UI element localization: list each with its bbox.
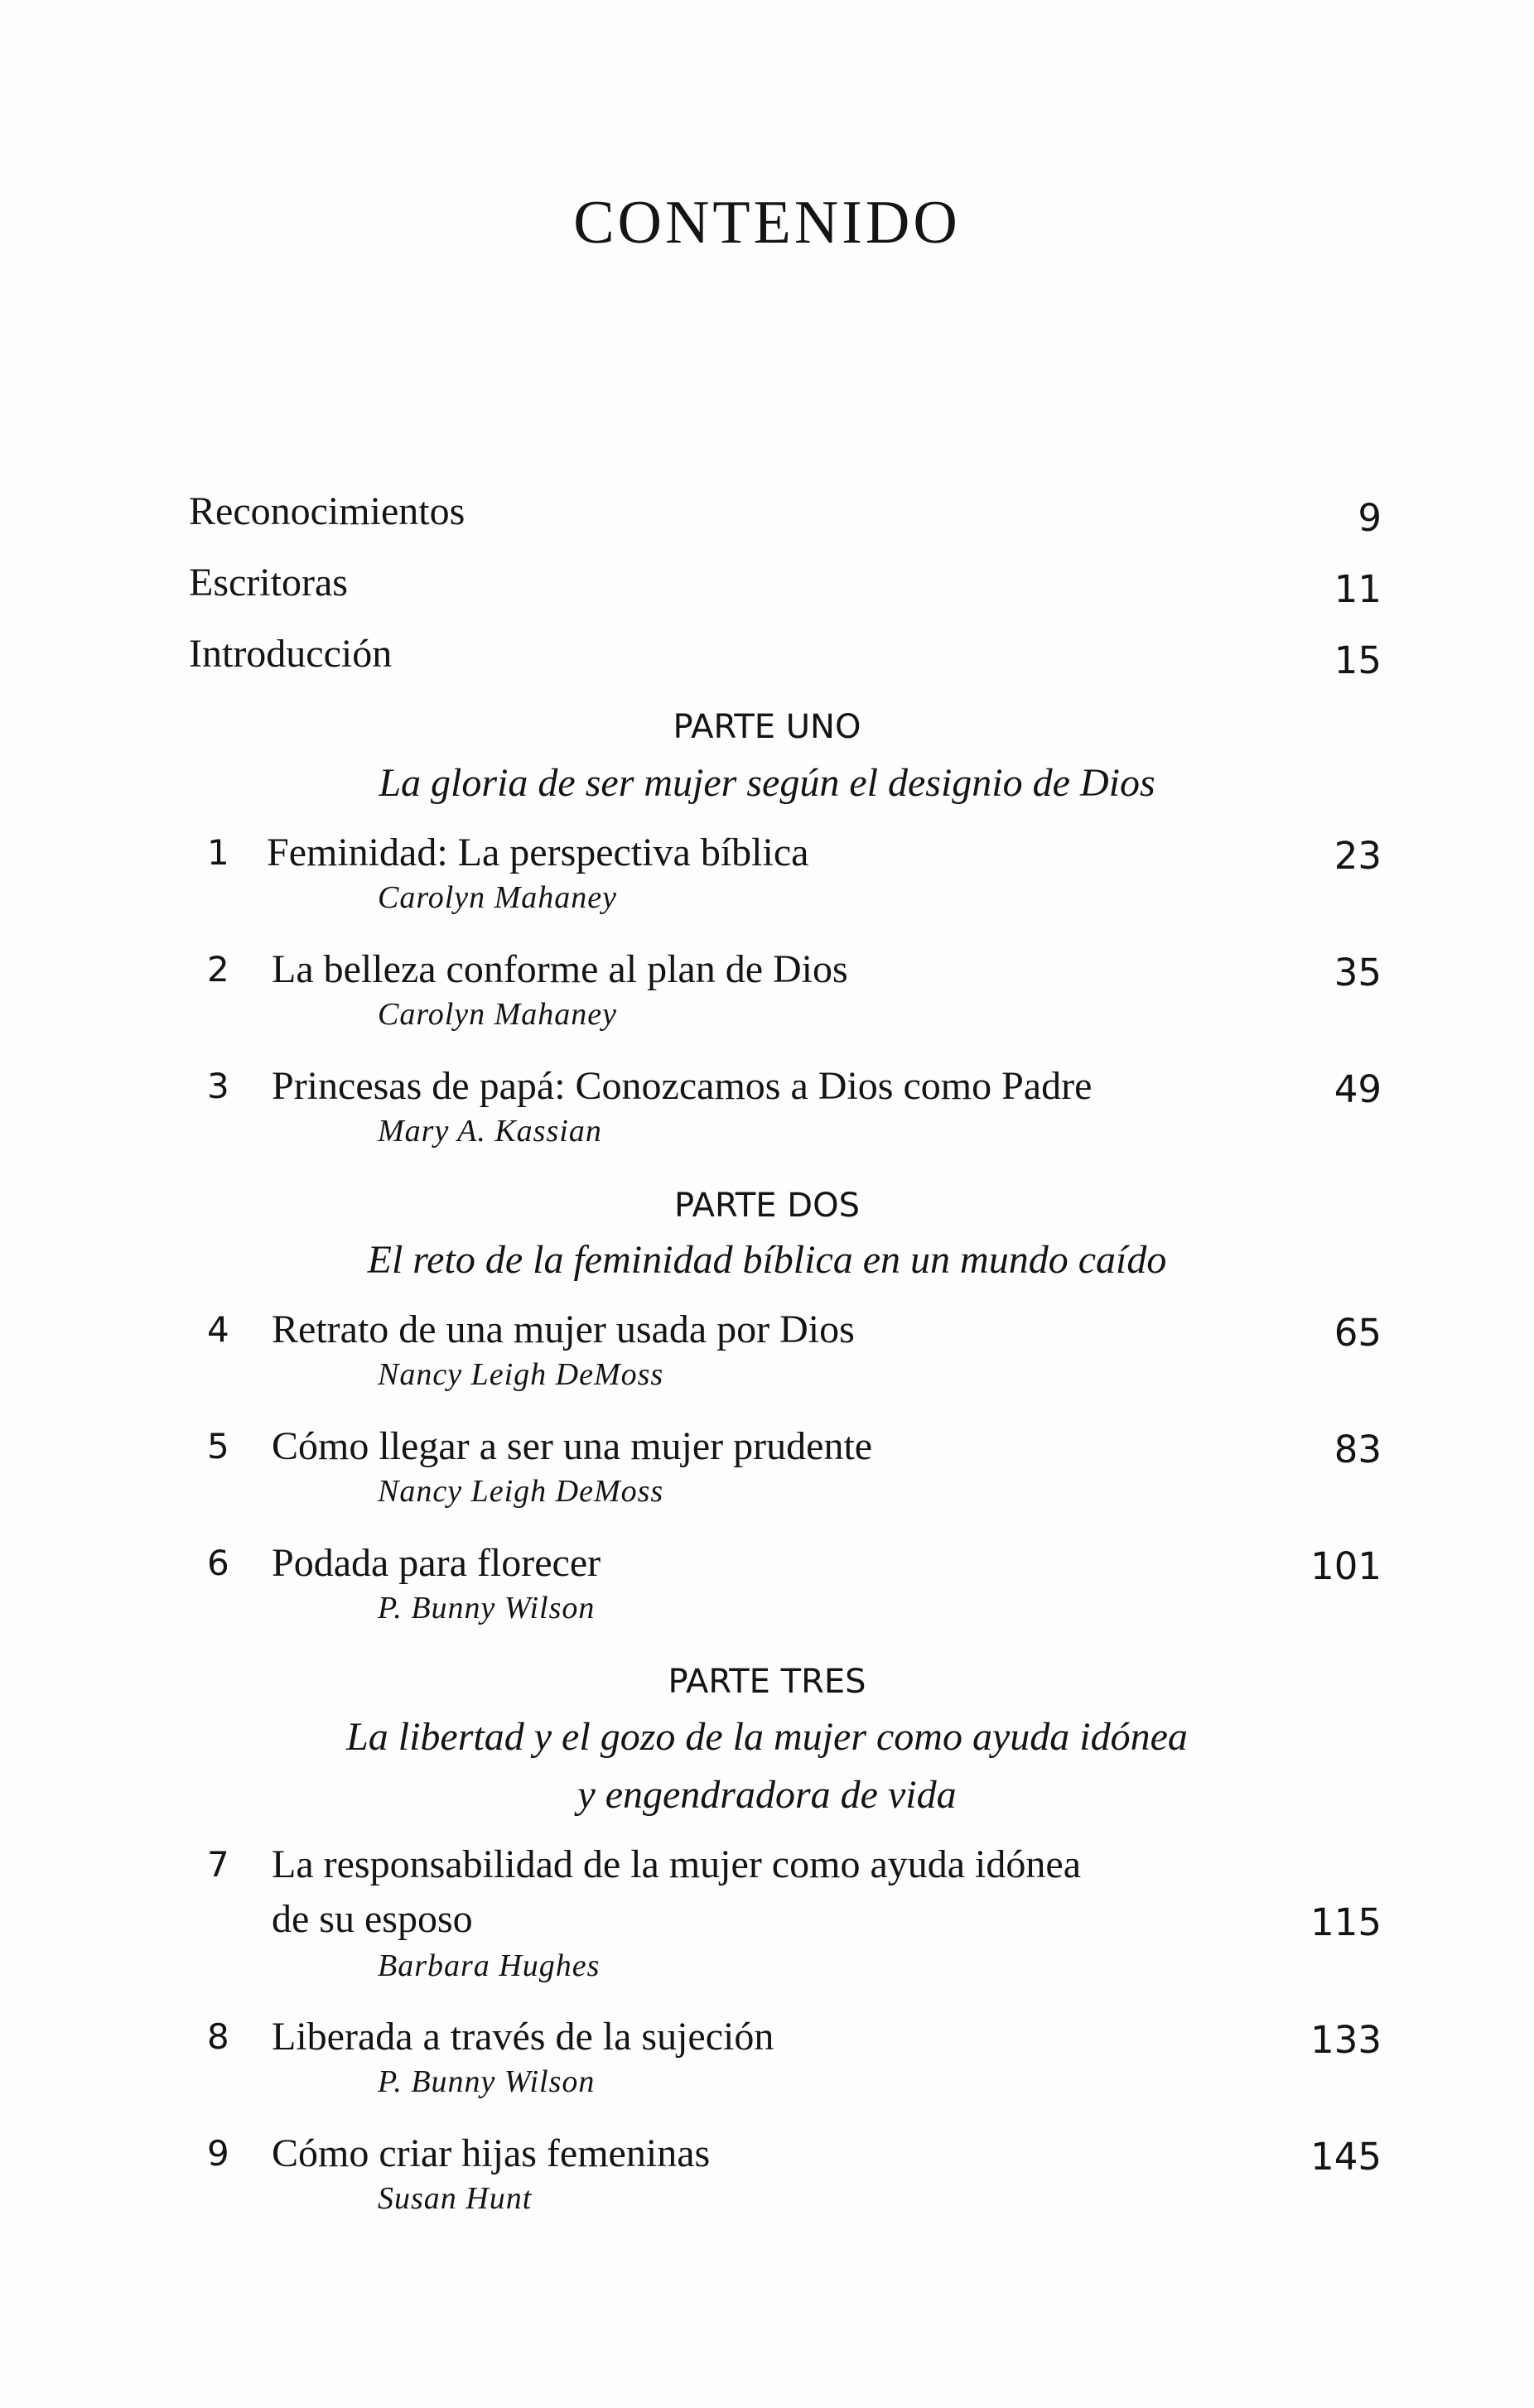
toc-entry-acknowledgments xyxy=(189,482,1382,542)
page-title: CONTENIDO xyxy=(573,189,961,257)
chapter-page: 115 xyxy=(1310,1900,1382,1944)
chapter-author: Nancy Leigh DeMoss xyxy=(378,1357,664,1392)
part-subtitle: El reto de la feminidad bíblica en un mundo caído xyxy=(367,1238,1167,1282)
chapter-author: Mary A. Kassian xyxy=(378,1114,602,1149)
chapter-number: 3 xyxy=(207,1066,229,1106)
chapter-number: 6 xyxy=(207,1543,229,1583)
part-subtitle: La libertad y el gozo de la mujer como ayuda idónea xyxy=(346,1715,1188,1759)
chapter-page: 23 xyxy=(1334,834,1382,878)
part-label: PARTE TRES xyxy=(668,1663,866,1701)
chapter-page: 65 xyxy=(1334,1311,1382,1355)
chapter-author: Carolyn Mahaney xyxy=(378,997,618,1032)
part-subtitle-line2: y engendradora de vida xyxy=(577,1773,957,1817)
entry-page: 9 xyxy=(1358,496,1382,540)
chapter-title: Podada para florecer xyxy=(272,1541,601,1585)
chapter-title: La responsabilidad de la mujer como ayuda idónea xyxy=(272,1842,1081,1886)
chapter-page: 83 xyxy=(1334,1428,1382,1471)
chapter-title: La belleza conforme al plan de Dios xyxy=(272,947,848,991)
chapter-title-line2: de su esposo xyxy=(272,1897,473,1941)
toc-entry-writers xyxy=(189,553,1382,613)
chapter-page: 145 xyxy=(1310,2135,1382,2179)
chapter-title: Cómo criar hijas femeninas xyxy=(272,2131,711,2175)
chapter-title: Liberada a través de la sujeción xyxy=(272,2015,774,2059)
chapter-title: Retrato de una mujer usada por Dios xyxy=(272,1308,855,1351)
chapter-author: Carolyn Mahaney xyxy=(378,880,618,915)
chapter-author: P. Bunny Wilson xyxy=(378,2064,596,2099)
chapter-number: 5 xyxy=(207,1426,229,1466)
chapter-title: Feminidad: La perspectiva bíblica xyxy=(267,831,809,874)
chapter-number: 1 xyxy=(207,832,229,873)
chapter-author: P. Bunny Wilson xyxy=(378,1591,596,1625)
part-label: PARTE DOS xyxy=(674,1187,860,1225)
chapter-page: 101 xyxy=(1310,1544,1382,1588)
chapter-title: Cómo llegar a ser una mujer prudente xyxy=(272,1424,873,1468)
chapter-page: 49 xyxy=(1334,1067,1382,1111)
entry-label: Reconocimientos xyxy=(189,489,466,533)
part-subtitle: La gloria de ser mujer según el designio de Dios xyxy=(379,761,1155,805)
chapter-page: 133 xyxy=(1310,2018,1382,2062)
toc-entry-introduction xyxy=(189,624,1382,684)
chapter-author: Nancy Leigh DeMoss xyxy=(378,1474,664,1509)
chapter-number: 8 xyxy=(207,2016,229,2057)
entry-label: Introducción xyxy=(189,632,393,676)
entry-page: 15 xyxy=(1334,638,1382,682)
chapter-number: 9 xyxy=(207,2133,229,2174)
chapter-number: 7 xyxy=(207,1844,229,1885)
chapter-number: 4 xyxy=(207,1309,229,1350)
chapter-author: Barbara Hughes xyxy=(378,1948,601,1983)
entry-page: 11 xyxy=(1334,567,1382,611)
part-label: PARTE UNO xyxy=(673,708,861,746)
entry-label: Escritoras xyxy=(189,561,348,604)
chapter-page: 35 xyxy=(1334,951,1382,995)
chapter-author: Susan Hunt xyxy=(378,2181,533,2216)
chapter-number: 2 xyxy=(207,949,229,990)
chapter-title: Princesas de papá: Conozcamos a Dios como Padre xyxy=(272,1064,1093,1108)
